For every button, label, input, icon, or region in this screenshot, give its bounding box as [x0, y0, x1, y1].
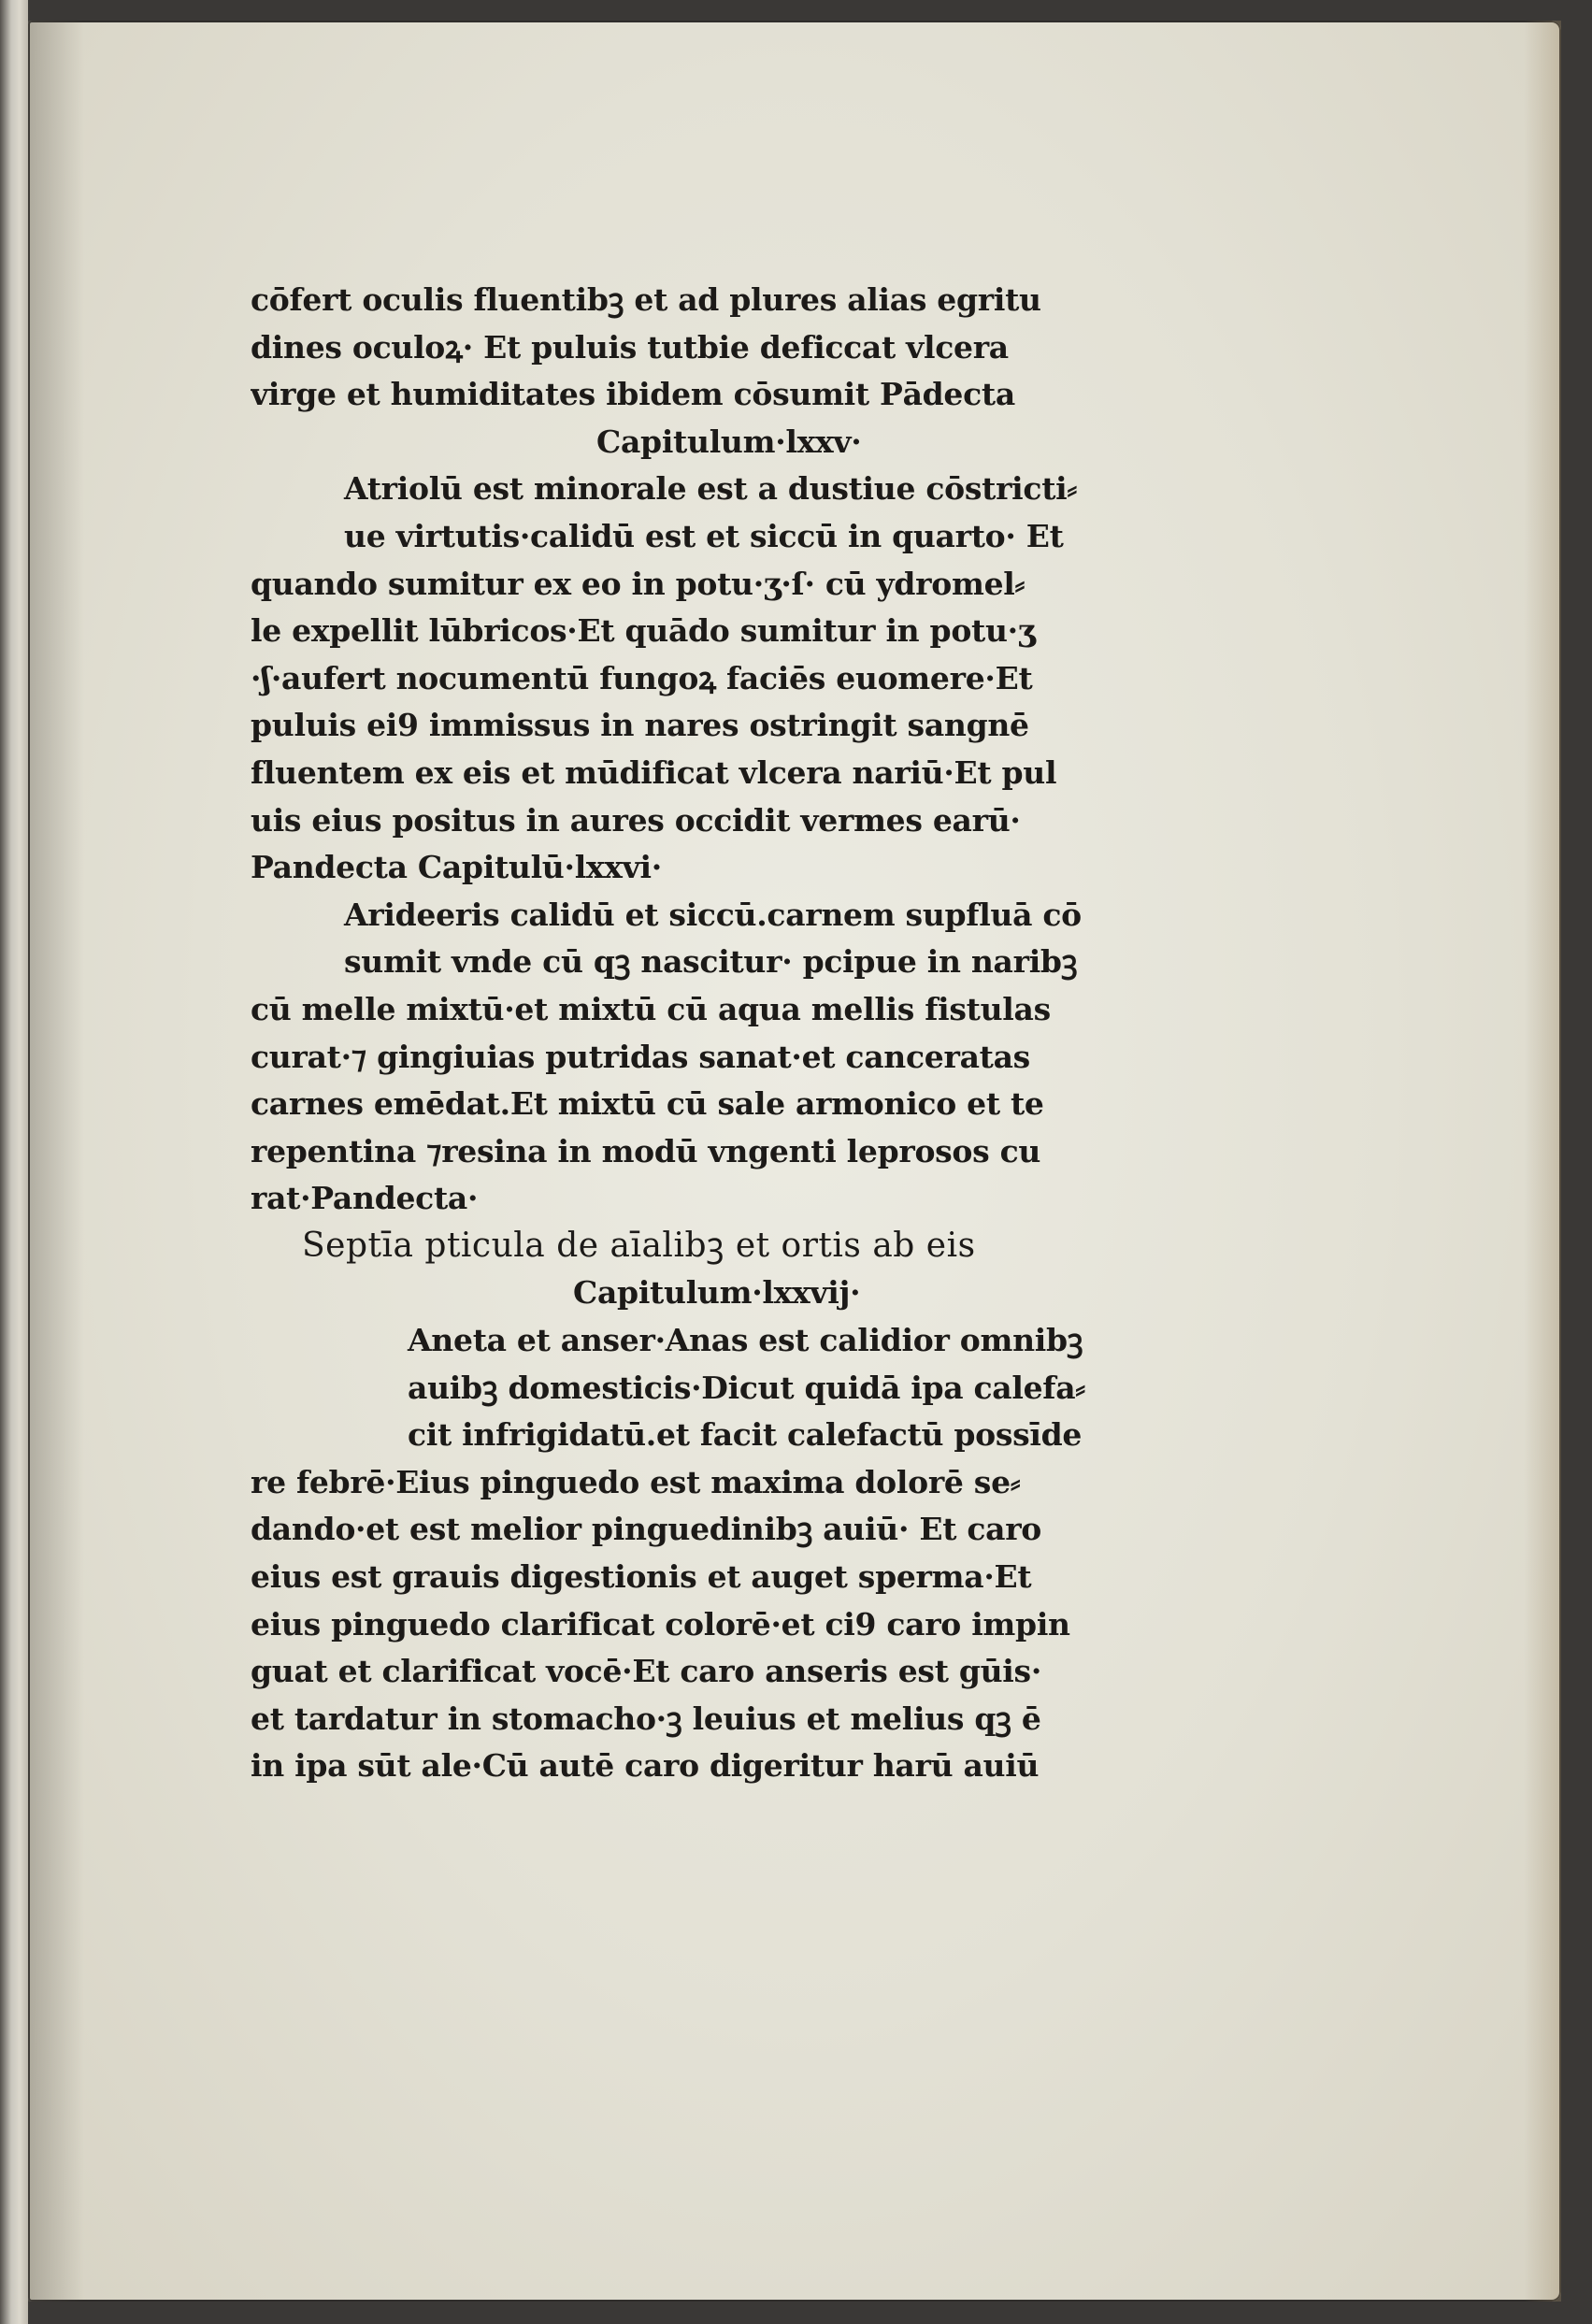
text-line: carnes emēdat.Et mixtū cū sale armonico et te	[251, 1085, 1044, 1123]
text-line: Pandecta Capitulū·lxxvi·	[251, 849, 662, 886]
text-line: guat et clarificat vocē·Et caro anseris est gūis·	[251, 1653, 1042, 1690]
text-block	[251, 277, 1241, 1790]
text-line: eius pinguedo clarificat colorē·et ci9 caro impin	[251, 1605, 1070, 1643]
text-line: eius est grauis digestionis et auget sperma·Et	[251, 1558, 1032, 1596]
text-line: auibꝫ domesticis·Dicut quidā ipa calefa⸗	[408, 1369, 1085, 1406]
text-line: dando·et est melior pinguedinibꝫ auiū· Et caro	[251, 1511, 1041, 1548]
text-line: cōfert oculis fluentibꝫ et ad plures alias egritu	[251, 281, 1041, 318]
text-line: fluentem ex eis et mūdificat vlcera nariū·Et pul	[251, 753, 1057, 791]
text-line: sumit vnde cū qꝫ nascitur· pcipue in naribꝫ	[344, 943, 1078, 981]
text-line: cū melle mixtū·et mixtū cū aqua mellis fistulas	[251, 990, 1051, 1027]
text-line: et tardatur in stomacho·ꝫ leuius et melius qꝫ ē	[251, 1700, 1041, 1737]
text-line: ·ʃ·aufert nocumentū fungoꝝ faciēs euomere·Et	[251, 659, 1033, 696]
text-line: uis eius positus in aures occidit vermes earū·	[251, 801, 1021, 839]
text-line: curat·⁊ gingiuias putridas sanat·et canceratas	[251, 1038, 1030, 1075]
text-line: rat·Pandecta·	[251, 1180, 479, 1217]
text-line: re febrē·Eius pinguedo est maxima dolorē se⸗	[251, 1463, 1021, 1500]
section-heading-line: Septīa pticula de aīalibꝫ et ortis ab eis	[302, 1226, 976, 1265]
text-line: Arideeris calidū et siccū.carnem supfluā cō	[344, 896, 1082, 933]
previous-page-edge	[0, 0, 28, 2324]
text-line: le expellit lūbricos·Et quādo sumitur in potu·ʒ	[251, 612, 1036, 650]
text-line: cit infrigidatū.et facit calefactū possīde	[408, 1416, 1083, 1454]
text-line: puluis ei9 immissus in nares ostringit sangnē	[251, 707, 1029, 744]
text-line: Capitulum·lxxvij·	[573, 1274, 861, 1312]
text-line: Atriolū est minorale est a dustiue cōstricti⸗	[344, 470, 1078, 508]
text-line: in ipa sūt ale·Cū autē caro digeritur harū auiū	[251, 1747, 1040, 1785]
text-line: virge et humiditates ibidem cōsumit Pādecta	[251, 376, 1015, 413]
text-line: dines oculoꝝ· Et puluis tutbie deficcat vlcera	[251, 328, 1009, 366]
text-line: ue virtutis·calidū est et siccū in quarto· Et	[344, 517, 1064, 554]
text-line: Capitulum·lxxv·	[596, 423, 862, 460]
text-line: Aneta et anser·Anas est calidior omnibꝫ	[408, 1322, 1083, 1359]
text-line: quando sumitur ex eo in potu·ʒ·ſ· cū ydromel⸗	[251, 565, 1025, 602]
text-line: repentina ⁊resina in modū vngenti leprosos cu	[251, 1132, 1041, 1169]
